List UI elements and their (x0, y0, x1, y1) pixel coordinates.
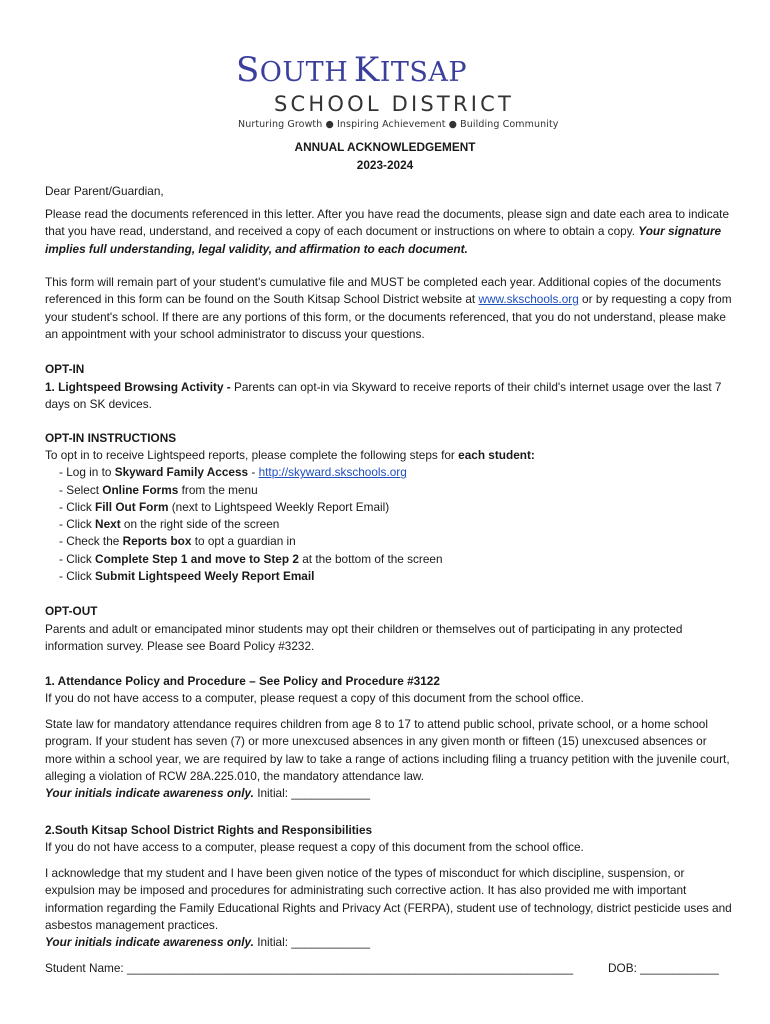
logo-subtitle: SCHOOL DISTRICT (274, 92, 515, 116)
rights-initials-label: Your initials indicate awareness only. (45, 935, 254, 950)
instruction-step-5: - Check the Reports box to opt a guardian in (59, 534, 296, 549)
instructions-intro: To opt in to receive Lightspeed reports, please complete the following steps for each student: (45, 448, 535, 462)
document-year: 2023-2024 (356, 158, 414, 172)
optout-heading: OPT-OUT (45, 604, 98, 618)
rights-access: If you do not have access to a computer, please request a copy of this document from the school office. (45, 840, 584, 854)
intro-emphasis: Your signature implies full understanding, legal validity, and affirmation to each document. (45, 224, 722, 256)
attendance-heading: 1. Attendance Policy and Procedure – See Policy and Procedure #3122 (45, 674, 440, 688)
attendance-initial-field[interactable]: Initial: ____________ (257, 786, 371, 801)
instructions-list (45, 447, 735, 585)
rights-body: I acknowledge that my student and I have been given notice of the types of misconduct for which discipline, suspension, or expulsion may be imposed and procedures for administrating such corrective action. It has also provided me with important information regarding the Family Educational Rights and Privacy Act (FERPA), student use of technology, district pesticide uses and asbestos management practices. Your initials indicate awareness only. Initial: ____________ (45, 866, 732, 950)
skyward-link[interactable]: http://skyward.skschools.org (258, 465, 407, 480)
instruction-step-1: - Log in to Skyward Family Access - http://skyward.skschools.org (59, 465, 407, 480)
intro-paragraph: Please read the documents referenced in this letter. After you have read the documents, please sign and date each area to indicate that you have read, understand, and received a copy of each document or instructions on where to obtain a copy. Your signature implies full understanding, legal validity, and affirmation to each document. (45, 207, 730, 256)
instruction-step-4: - Click Next on the right side of the screen (59, 517, 280, 532)
logo-wordmark: SOUTH KITSAP (236, 50, 468, 90)
attendance-initials-label: Your initials indicate awareness only. (45, 786, 254, 801)
logo-tagline: Nurturing Growth ● Inspiring Achievement ● Building Community (238, 119, 559, 130)
rights-initial-field[interactable]: Initial: ____________ (257, 935, 371, 950)
student-name-field[interactable]: Student Name: ____________________________________________________________________ (45, 961, 574, 975)
instruction-step-2: - Select Online Forms from the menu (59, 482, 258, 497)
document-title: ANNUAL ACKNOWLEDGEMENT (294, 140, 476, 154)
district-website-link[interactable]: www.skschools.org (478, 292, 579, 307)
attendance-access: If you do not have access to a computer, please request a copy of this document from the school office. (45, 691, 584, 705)
optout-text: Parents and adult or emancipated minor students may opt their children or themselves out of participating in any protected information survey. Please see Board Policy #3232. (45, 622, 683, 654)
attendance-body: State law for mandatory attendance requires children from age 8 to 17 to attend public school, private school, or a home school program. If your student has seven (7) or more unexcused absences in any given month or fifteen (15) unexcused absences or more within a school year, we are required by law to take a range of actions including filing a truancy petition with the juvenile court, alleging a violation of RCW 28A.225.010, the mandatory attendance law. Your initials indicate awareness only. Initial: ____________ (45, 717, 730, 801)
instructions-heading: OPT-IN INSTRUCTIONS (45, 431, 177, 445)
district-logo (236, 50, 559, 132)
salutation: Dear Parent/Guardian, (45, 184, 164, 198)
instruction-step-6: - Click Complete Step 1 and move to Step 2 at the bottom of the screen (59, 551, 443, 566)
instruction-step-7: - Click Submit Lightspeed Weely Report Email (59, 569, 315, 584)
rights-heading: 2.South Kitsap School District Rights and Responsibilities (45, 823, 373, 837)
dob-field[interactable]: DOB: ____________ (608, 961, 719, 975)
cumulative-paragraph: This form will remain part of your student's cumulative file and MUST be completed each year. Additional copies of the documents referenced in this form can be found on the South Kitsap School District website at www.skschools.org or by requesting a copy from your student's school. If there are any portions of this form, or the documents referenced, that you do not understand, please make an appointment with your school administrator to discuss your questions. (45, 275, 732, 341)
optin-heading: OPT-IN (45, 362, 85, 376)
instruction-step-3: - Click Fill Out Form (next to Lightspeed Weekly Report Email) (59, 499, 390, 514)
optin-item: 1. Lightspeed Browsing Activity - Parents can opt-in via Skyward to receive reports of their child's internet usage over the last 7 days on SK devices. (45, 380, 722, 412)
